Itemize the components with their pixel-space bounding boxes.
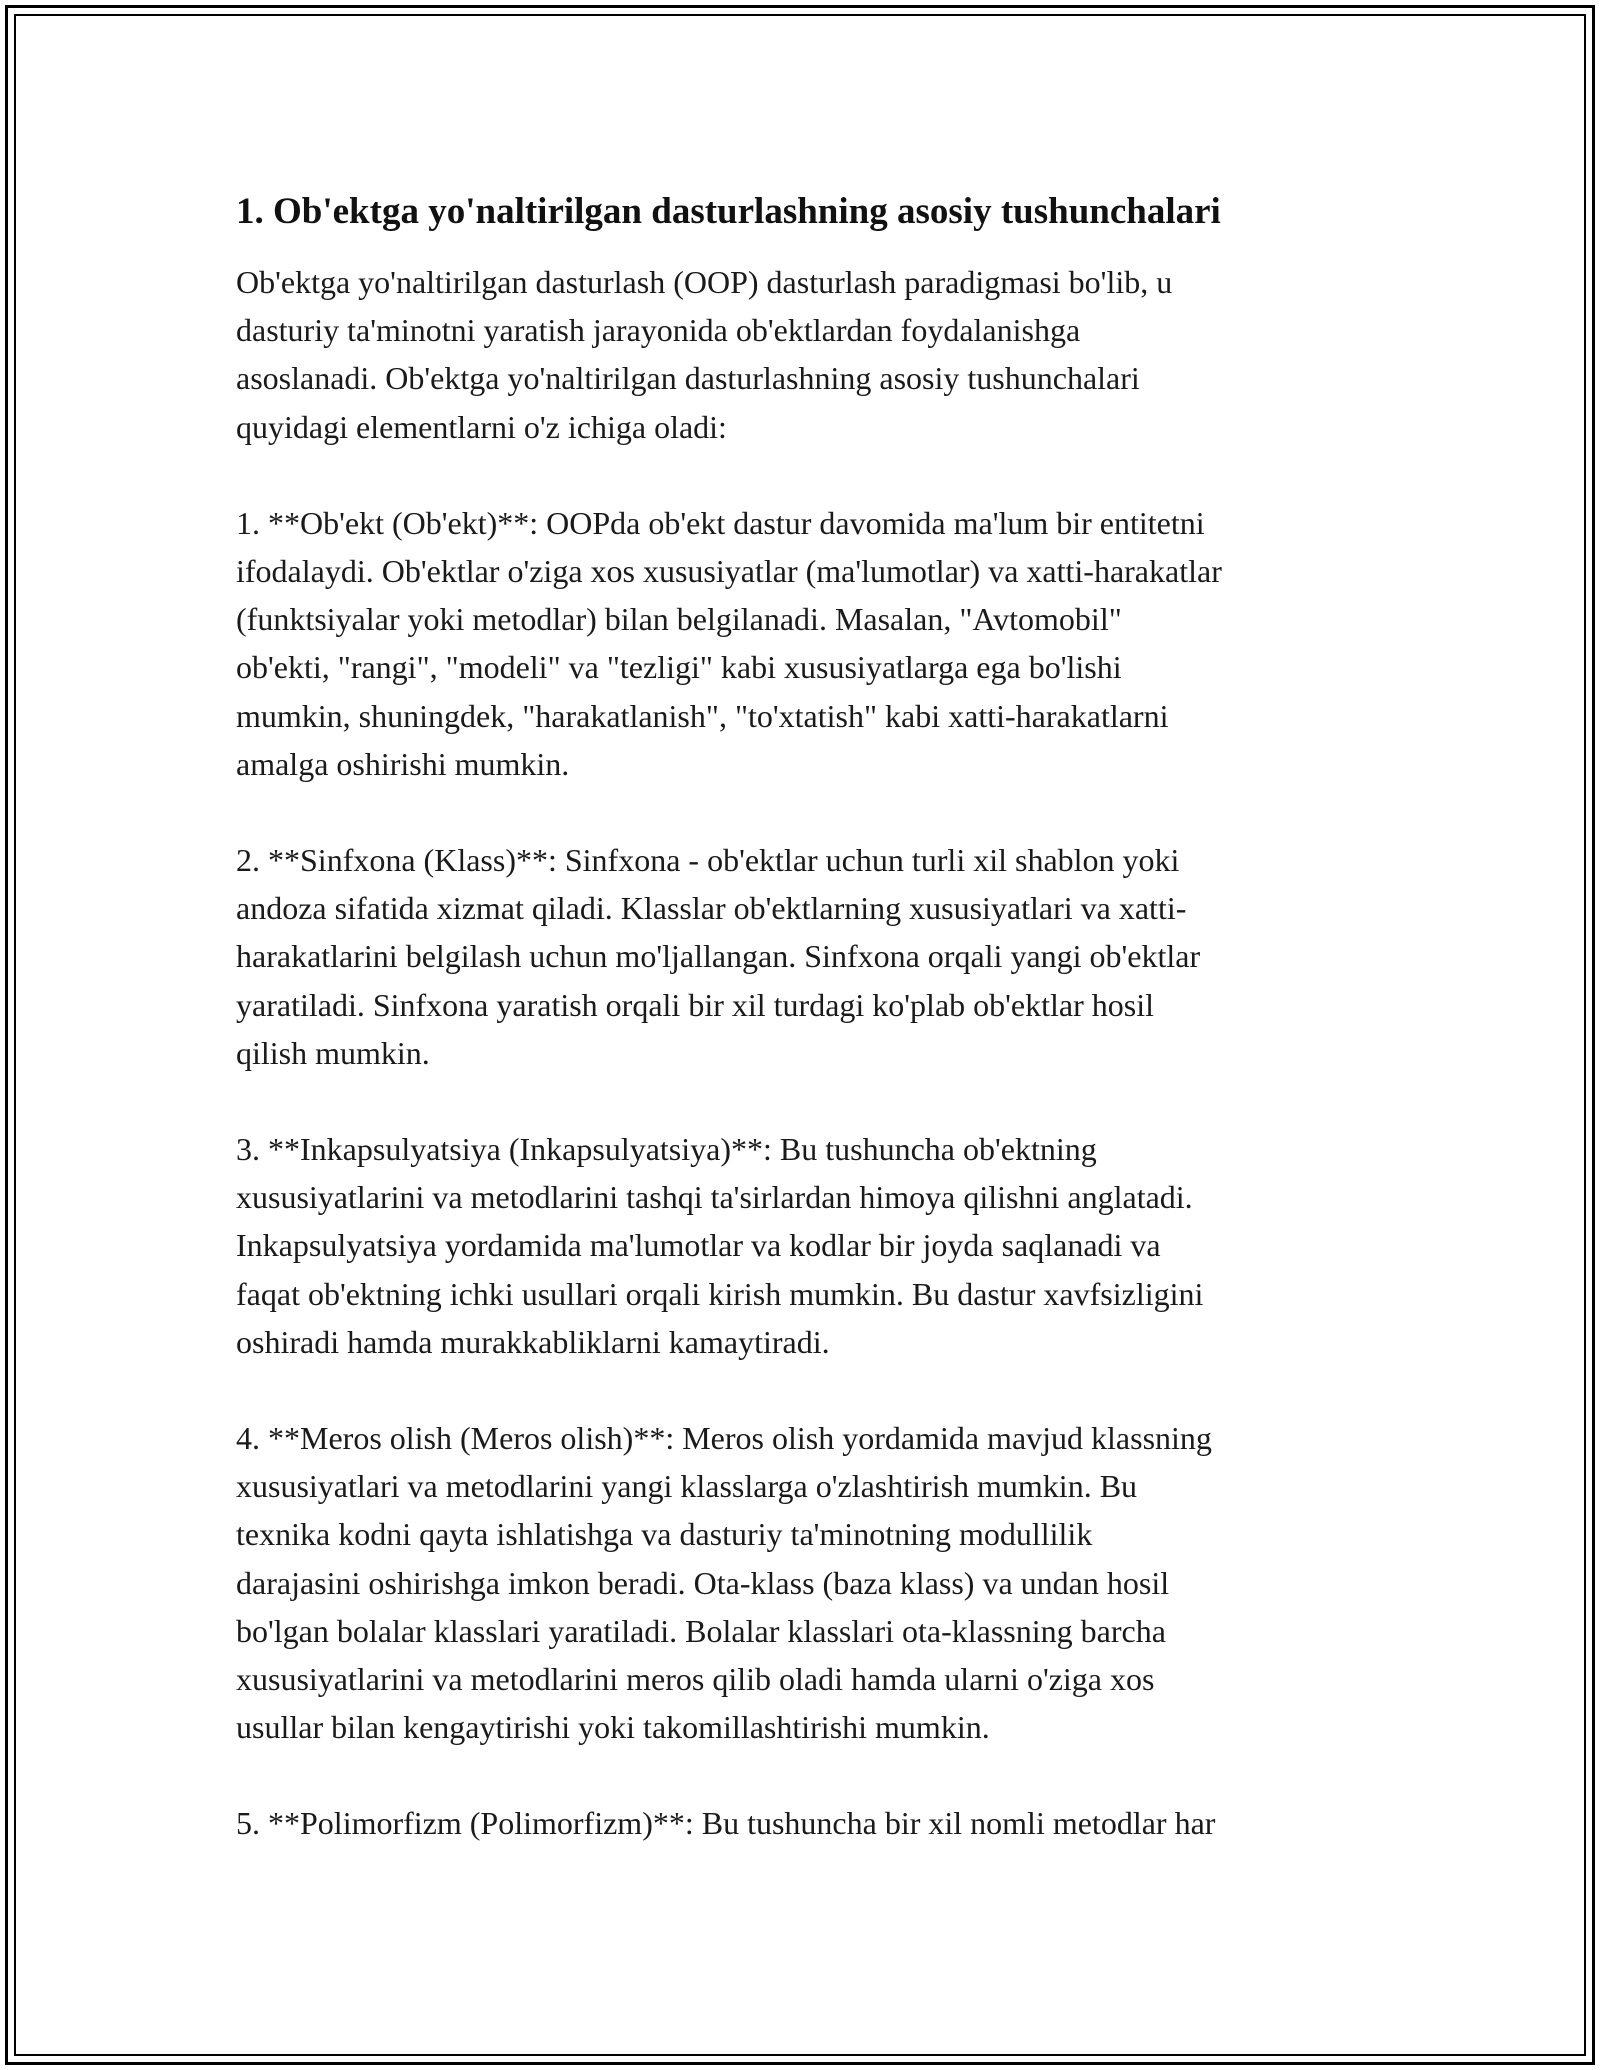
paragraph-class: 2. **Sinfxona (Klass)**: Sinfxona - ob'ektlar uchun turli xil shablon yoki andoza sifatida xizmat qiladi. Klasslar ob'ektlarning xususiyatlari va xatti- harakatlarini belgilash uchun mo'ljallangan. Sinfxona orqali yangi ob'ektlar yaratiladi. Sinfxona yaratish orqali bir xil turdagi ko'plab ob'ektlar hosil qilish mumkin. [236, 842, 1201, 1071]
intro-paragraph: Ob'ektga yo'naltirilgan dasturlash (OOP) dasturlash paradigmasi bo'lib, u dasturiy ta'minotni yaratish jarayonida ob'ektlardan foydalanishga asoslanadi. Ob'ektga yo'naltirilgan dasturlashning asosiy tushunchalari quyidagi elementlarni o'z ichiga oladi: [236, 264, 1173, 445]
paragraph-inheritance: 4. **Meros olish (Meros olish)**: Meros olish yordamida mavjud klassning xususiyatlari va metodlarini yangi klasslarga o'zlashtirish mumkin. Bu texnika kodni qayta ishlatishga va dasturiy ta'minotning modullilik darajasini oshirishga imkon beradi. Ota-klass (baza klass) va undan hosil bo'lgan bolalar klasslari yaratiladi. Bolalar klasslari ota-klassning barcha xususiyatlarini va metodlarini meros qilib oladi hamda ularni o'ziga xos usullar bilan kengaytirishi yoki takomillashtirishi mumkin. [236, 1420, 1212, 1746]
paragraph-encapsulation: 3. **Inkapsulyatsiya (Inkapsulyatsiya)**: Bu tushuncha ob'ektning xususiyatlarini va metodlarini tashqi ta'sirlardan himoya qilishni anglatadi. Inkapsulyatsiya yordamida ma'lumotlar va kodlar bir joyda saqlanadi va faqat ob'ektning ichki usullari orqali kirish mumkin. Bu dastur xavfsizligini oshiradi hamda murakkabliklarni kamaytiradi. [236, 1131, 1204, 1360]
section-heading: 1. Ob'ektga yo'naltirilgan dasturlashning asosiy tushunchalari [236, 191, 1221, 232]
document-page [236, 186, 1386, 1896]
paragraph-polymorphism: 5. **Polimorfizm (Polimorfizm)**: Bu tushuncha bir xil nomli metodlar har [236, 1805, 1216, 1842]
paragraph-object: 1. **Ob'ekt (Ob'ekt)**: OOPda ob'ekt dastur davomida ma'lum bir entitetni ifodalaydi. Ob'ektlar o'ziga xos xususiyatlar (ma'lumotlar) va xatti-harakatlar (funktsiyalar yoki metodlar) bilan belgilanadi. Masalan, "Avtomobil" ob'ekti, "rangi", "modeli" va "tezligi" kabi xususiyatlarga ega bo'lishi mumkin, shuningdek, "harakatlanish", "to'xtatish" kabi xatti-harakatlarni amalga oshirishi mumkin. [236, 504, 1222, 782]
